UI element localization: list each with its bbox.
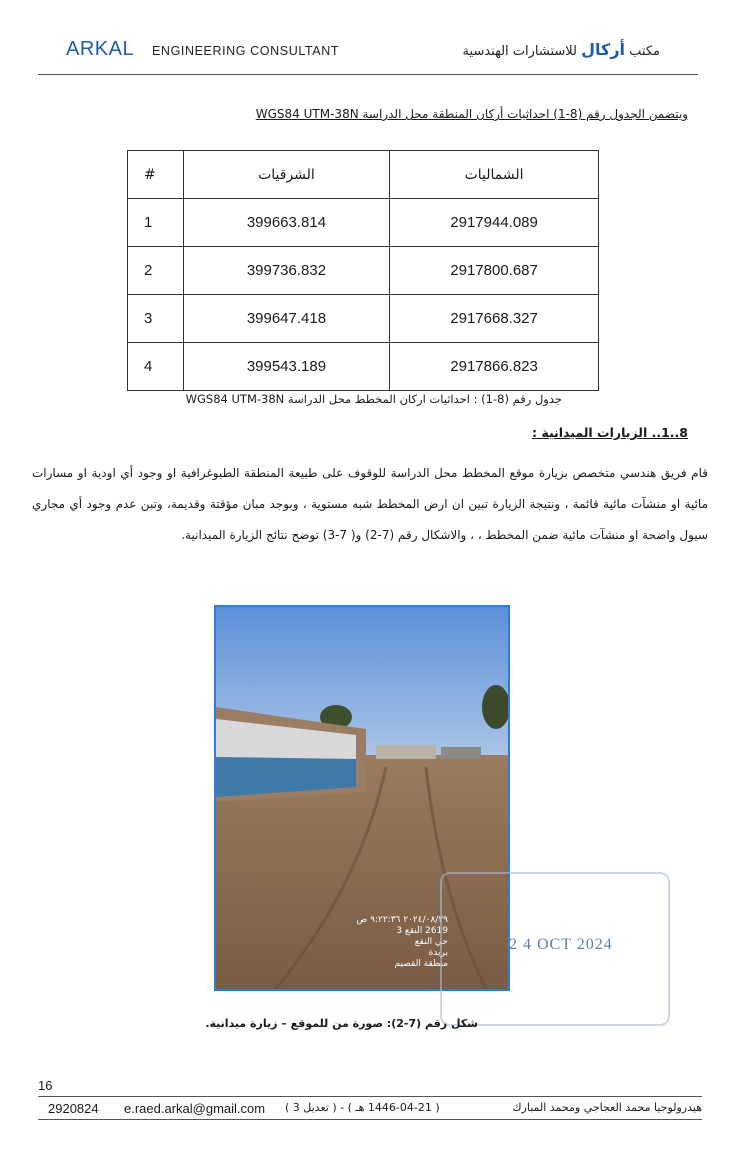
table-row [128,343,599,391]
row-east: 399543.189 [183,343,389,391]
brand-ar-prefix: مكتب [625,44,660,59]
brand-ar-name: أركال [581,40,626,59]
footer-divider [38,1096,702,1097]
row-north: 2917800.687 [390,247,599,295]
geotag-line: بريدة [428,948,448,958]
page-number: 16 [38,1078,53,1093]
table-header-row [128,151,599,199]
header-index: # [128,151,184,199]
geotag-line: 2619 النقع 3 [396,926,448,936]
geotag-line: حي النقع [414,937,448,947]
footer-phone: 2920824 [48,1101,99,1116]
header-divider [38,74,698,75]
stamp-date: 2 4 OCT 2024 [509,936,613,953]
row-north: 2917944.089 [390,199,599,247]
table-row [128,247,599,295]
footer-email: e.raed.arkal@gmail.com [124,1101,266,1116]
header-north: الشماليات [390,151,599,199]
row-east: 399663.814 [183,199,389,247]
row-index: 2 [128,247,184,295]
table-row [128,295,599,343]
table-caption: جدول رقم (8-1) : احداثيات اركان المخطط محل الدراسة WGS84 UTM-38N [185,392,562,406]
section-heading: 8..1.. الزيارات الميدانية : [532,425,688,440]
footer-date-revision: ( 1446-04-21 هـ ) - ( تعديل 3 ) [285,1101,440,1114]
footer-names: هيدرولوجيا محمد العجاجي ومحمد المبارك [512,1101,702,1114]
row-index: 3 [128,295,184,343]
brand-name-ar [463,40,660,59]
row-index: 1 [128,199,184,247]
footer-bottom-divider [38,1119,702,1120]
body-paragraph: قام فريق هندسي متخصص بزيارة موقع المخطط محل الدراسة للوقوف على طبيعة المنطقة الطبوغرافية او وجود أي اودية او مسارات مائية او منشآت مائية قائمة ، ونتيجة الزيارة تبين ان ارض المخطط شبه مستوية ، وبوجد مبان مؤقتة وقديمة، وتبن عدم وجود أي مجاري سيول واضحة او منشآت مائية ضمن المخطط ، ، والاشكال رقم (7-2) و( 7-3) توضح نتائج الزيارة الميدانية. [32,466,708,542]
photo-caption: شكل رقم (7-2): صورة من للموقع – زيارة ميدانية. [205,1017,478,1030]
row-index: 4 [128,343,184,391]
row-east: 399736.832 [183,247,389,295]
geotag-line: منطقة القصيم [394,959,448,969]
row-north: 2917668.327 [390,295,599,343]
coordinates-table [127,150,599,391]
header-east: الشرقيات [183,151,389,199]
brand-subtitle-en: ENGINEERING CONSULTANT [152,44,340,58]
photo-geotag-overlay [356,915,448,970]
row-east: 399647.418 [183,295,389,343]
geotag-line: ٢٠٢٤/٠٨/٢٩ ٩:٢٢:٣٦ ص [356,915,448,925]
brand-ar-suffix: للاستشارات الهندسية [462,44,582,59]
brand-name-en: ARKAL [66,38,135,60]
table-intro-text: ويتضمن الجدول رقم (8-1) احداثيات أركان المنطقة محل الدراسة WGS84 UTM-38N [255,107,688,121]
table-row [128,199,599,247]
row-north: 2917866.823 [390,343,599,391]
